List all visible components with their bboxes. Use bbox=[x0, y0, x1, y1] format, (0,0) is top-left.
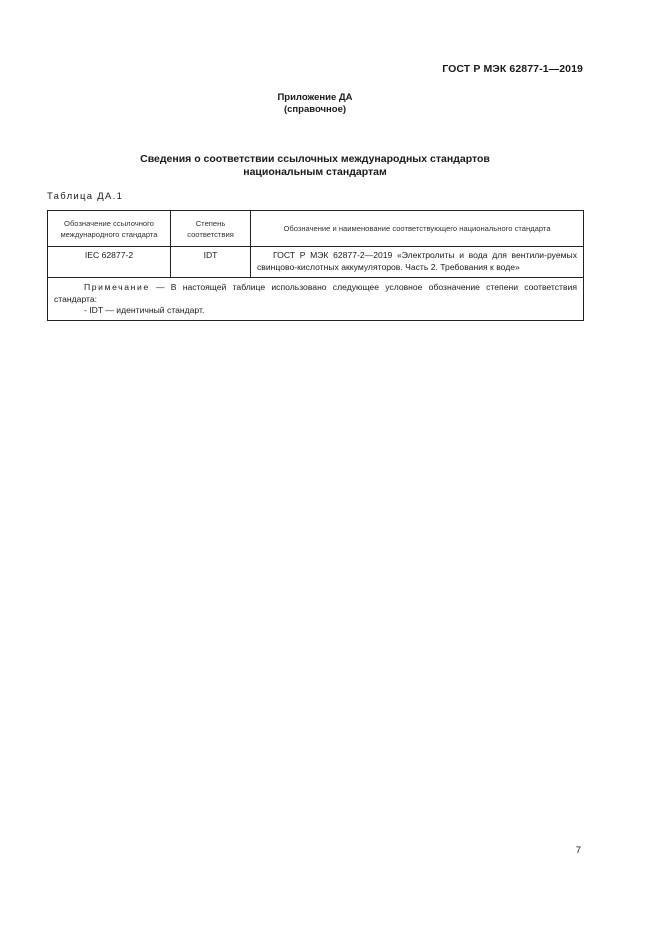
document-code: ГОСТ Р МЭК 62877-1—2019 bbox=[442, 63, 583, 75]
header-degree: Степень соответствия bbox=[171, 211, 251, 247]
table-note-row bbox=[48, 278, 584, 321]
page-number: 7 bbox=[575, 845, 581, 856]
cell-reference-standard: IEC 62877-2 bbox=[48, 247, 171, 278]
table-row bbox=[48, 247, 584, 278]
table-header-row bbox=[48, 211, 584, 247]
note-text: — В настоящей таблице использовано следующее условное обозначение степени соответствия стандарта: bbox=[54, 282, 577, 304]
header-national-standard: Обозначение и наименование соответствующего национального стандарта bbox=[251, 211, 584, 247]
section-heading bbox=[0, 153, 630, 179]
section-heading-line1: Сведения о соответствии ссылочных международных стандартов bbox=[140, 153, 490, 165]
cell-degree: IDT bbox=[171, 247, 251, 278]
note-label: Примечание bbox=[84, 282, 150, 292]
cell-national-standard: ГОСТ Р МЭК 62877-2—2019 «Электролиты и вода для вентили-руемых свинцово-кислотных аккумуляторов. Часть 2. Требования к воде» bbox=[251, 247, 584, 278]
annex-subtitle: (справочное) bbox=[283, 104, 347, 115]
table-caption: Таблица ДА.1 bbox=[47, 191, 124, 202]
section-heading-line2: национальным стандартам bbox=[243, 166, 387, 178]
correspondence-table bbox=[47, 210, 584, 321]
annex-title: Приложение ДА bbox=[277, 92, 353, 103]
header-reference-standard: Обозначение ссылочного международного стандарта bbox=[48, 211, 171, 247]
note-item: - IDT — идентичный стандарт. bbox=[84, 305, 205, 315]
table-note bbox=[48, 278, 584, 321]
